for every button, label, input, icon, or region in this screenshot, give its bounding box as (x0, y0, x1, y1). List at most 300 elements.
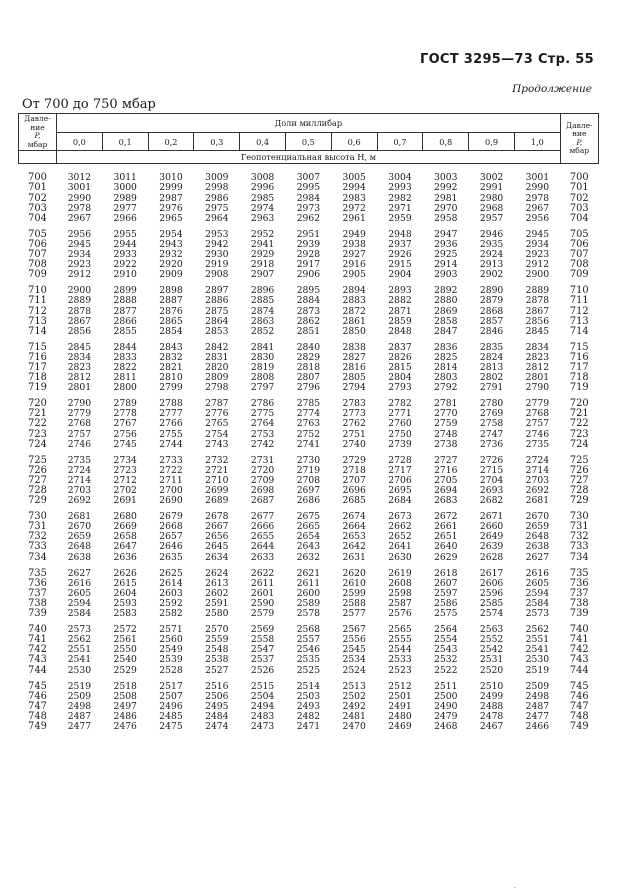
height-cell: 2923 (67, 259, 92, 271)
height-cell: 2886 (205, 295, 229, 307)
height-cell: 2474 (205, 720, 229, 732)
pressure-cell-right: 708 (569, 259, 589, 271)
height-cell: 2884 (296, 295, 321, 307)
pressure-cell: 734 (28, 551, 47, 563)
height-cell: 2944 (113, 238, 137, 250)
height-cell: 2730 (296, 454, 321, 466)
height-cell: 2476 (113, 720, 137, 732)
height-cell: 2847 (434, 325, 458, 337)
height-cell: 2471 (296, 720, 321, 732)
pressure-header-spacer (19, 151, 57, 164)
height-cell: 2709 (250, 474, 275, 486)
height-cell: 2814 (434, 361, 458, 373)
height-cell: 2652 (388, 531, 412, 543)
height-cell: 2616 (67, 577, 92, 589)
height-cell: 2492 (342, 700, 366, 712)
height-cell: 2509 (67, 690, 92, 702)
height-cell: 2846 (479, 325, 504, 337)
height-cell: 2475 (159, 720, 183, 732)
height-cell: 2923 (525, 249, 550, 261)
height-cell: 2573 (67, 624, 92, 636)
height-cell: 2912 (525, 259, 550, 271)
column-header: 0,6 (331, 132, 377, 151)
pressure-cell: 714 (28, 325, 47, 337)
height-cell: 2699 (205, 485, 229, 496)
height-cell: 2575 (434, 608, 458, 620)
height-cell: 2537 (250, 654, 275, 666)
geopotential-height-table (18, 113, 599, 732)
height-cell: 2710 (205, 474, 229, 486)
height-cell: 2601 (250, 587, 275, 599)
height-cell: 2896 (250, 285, 275, 297)
height-cell: 2916 (342, 259, 366, 271)
height-cell: 2680 (113, 511, 137, 523)
pressure-cell: 711 (28, 295, 47, 307)
pressure-cell-right: 746 (569, 690, 589, 702)
height-cell: 2783 (342, 398, 366, 410)
height-cell: 2556 (342, 634, 366, 646)
height-cell: 2939 (296, 238, 321, 250)
height-cell: 2584 (67, 608, 92, 620)
height-cell: 2765 (205, 418, 229, 430)
pressure-cell: 731 (28, 521, 47, 533)
height-cell: 2875 (205, 305, 229, 317)
height-cell: 2685 (342, 495, 366, 507)
pressure-cell-right: 704 (569, 212, 589, 224)
pressure-cell-right: 700 (569, 172, 589, 184)
height-cell: 2531 (479, 654, 504, 666)
height-cell: 2530 (67, 664, 92, 676)
height-cell: 2889 (67, 295, 92, 307)
height-cell: 2668 (159, 521, 183, 533)
height-cell: 2638 (67, 551, 92, 563)
height-cell: 2945 (525, 228, 550, 240)
height-cell: 2562 (67, 634, 92, 646)
table-row (19, 337, 599, 353)
height-cell: 2905 (342, 269, 366, 281)
pressure-cell: 730 (28, 511, 47, 523)
pressure-cell-right: 702 (569, 192, 589, 204)
height-cell: 2718 (342, 464, 366, 476)
pressure-cell-right: 712 (569, 305, 589, 317)
height-cell: 2746 (525, 428, 550, 440)
pressure-cell: 713 (28, 315, 47, 327)
height-cell: 2829 (296, 351, 321, 363)
height-cell: 2958 (434, 212, 458, 224)
height-cell: 2695 (388, 485, 412, 496)
height-cell: 2782 (388, 398, 412, 410)
height-cell: 2567 (342, 624, 366, 636)
height-cell: 3007 (296, 172, 321, 184)
height-cell: 2485 (159, 710, 183, 722)
height-cell: 2938 (342, 238, 366, 250)
height-cell: 2818 (296, 361, 321, 373)
height-cell: 2646 (159, 541, 183, 553)
height-cell: 2493 (296, 700, 321, 712)
height-cell: 2687 (250, 495, 275, 507)
height-cell: 2813 (479, 361, 504, 373)
height-cell: 2842 (205, 341, 229, 353)
height-cell: 2778 (113, 408, 137, 420)
height-cell: 2919 (205, 259, 229, 271)
height-cell: 2691 (113, 495, 137, 507)
height-cell: 2627 (67, 567, 92, 579)
height-cell: 2522 (434, 664, 458, 676)
height-cell: 2779 (67, 408, 92, 420)
height-cell: 2882 (388, 295, 412, 307)
height-cell: 2924 (479, 249, 504, 261)
height-cell: 2915 (388, 259, 412, 271)
height-cell: 2912 (67, 269, 92, 281)
height-cell: 2977 (113, 202, 137, 214)
height-cell: 2708 (296, 474, 321, 486)
height-cell: 2934 (67, 249, 92, 261)
height-cell: 2863 (250, 315, 275, 327)
table-row (19, 224, 599, 240)
column-header-row (19, 132, 599, 151)
pressure-cell-right: 726 (569, 464, 589, 476)
height-cell: 2543 (434, 644, 458, 656)
height-cell: 2731 (250, 454, 275, 466)
pressure-cell: 715 (28, 341, 47, 353)
height-cell: 2774 (296, 408, 321, 420)
height-cell: 2978 (525, 192, 550, 204)
height-cell: 2579 (250, 608, 275, 620)
height-cell: 2648 (67, 541, 92, 553)
height-cell: 2820 (205, 361, 229, 373)
height-cell: 2499 (479, 690, 504, 702)
height-cell: 2812 (525, 361, 550, 373)
height-cell: 2494 (250, 700, 275, 712)
height-cell: 2629 (434, 551, 458, 563)
pressure-cell: 746 (28, 690, 47, 702)
pressure-cell: 720 (28, 398, 47, 410)
height-cell: 2733 (159, 454, 183, 466)
height-cell: 2807 (296, 372, 321, 384)
height-cell: 2596 (479, 587, 504, 599)
height-cell: 2789 (113, 398, 137, 410)
height-cell: 2619 (388, 567, 412, 579)
height-cell: 2564 (434, 624, 458, 636)
height-cell: 2900 (67, 285, 92, 297)
height-cell: 2956 (525, 212, 550, 224)
height-cell: 2669 (113, 521, 137, 533)
height-cell: 2477 (525, 710, 550, 722)
height-cell: 2671 (479, 511, 504, 523)
height-cell: 2515 (250, 680, 275, 692)
height-cell: 2745 (113, 438, 137, 450)
height-cell: 2867 (67, 315, 92, 327)
height-cell: 2648 (525, 531, 550, 543)
height-cell: 2866 (113, 315, 137, 327)
height-cell: 2889 (525, 285, 550, 297)
height-cell: 2735 (525, 438, 550, 450)
height-cell: 2763 (296, 418, 321, 430)
height-cell: 2908 (205, 269, 229, 281)
height-cell: 2589 (296, 597, 321, 609)
height-cell: 2963 (250, 212, 275, 224)
height-cell: 2760 (388, 418, 412, 430)
height-cell: 2622 (250, 567, 275, 579)
geopotential-table-container (18, 113, 598, 732)
height-cell: 2808 (250, 372, 275, 384)
height-cell: 2649 (479, 531, 504, 543)
height-cell: 2994 (342, 182, 366, 194)
height-cell: 2482 (296, 710, 321, 722)
height-cell: 2953 (205, 228, 229, 240)
pressure-cell-right: 729 (569, 495, 589, 507)
height-cell: 2780 (479, 398, 504, 410)
pressure-cell-right: 743 (569, 654, 589, 666)
column-header: 0,7 (377, 132, 423, 151)
height-cell: 2545 (342, 644, 366, 656)
height-cell: 2574 (479, 608, 504, 620)
height-cell: 2877 (113, 305, 137, 317)
height-cell: 2726 (479, 454, 504, 466)
height-cell: 2592 (159, 597, 183, 609)
height-cell: 2859 (388, 315, 412, 327)
pressure-cell: 729 (28, 495, 47, 507)
pressure-cell: 739 (28, 608, 47, 620)
height-cell: 2641 (388, 541, 412, 553)
height-cell: 2533 (388, 654, 412, 666)
height-cell: 2597 (434, 587, 458, 599)
height-cell: 2542 (479, 644, 504, 656)
height-cell: 2815 (388, 361, 412, 373)
height-cell: 2722 (159, 464, 183, 476)
height-cell: 2500 (434, 690, 458, 702)
continuation-label: Продолжение (512, 83, 592, 95)
height-cell: 2941 (250, 238, 275, 250)
pressure-cell-right: 739 (569, 608, 589, 620)
height-cell: 2655 (250, 531, 275, 543)
height-cell: 2768 (525, 408, 550, 420)
height-cell: 2605 (67, 587, 92, 599)
height-cell: 2659 (67, 531, 92, 543)
height-cell: 2927 (342, 249, 366, 261)
height-cell: 2739 (388, 438, 412, 450)
height-cell: 2659 (525, 521, 550, 533)
height-cell: 2672 (434, 511, 458, 523)
height-cell: 2704 (479, 474, 504, 486)
pressure-cell: 733 (28, 541, 47, 553)
pressure-cell-right: 747 (569, 700, 589, 712)
height-cell: 2967 (67, 212, 92, 224)
height-cell: 2511 (434, 680, 458, 692)
height-cell: 2557 (296, 634, 321, 646)
height-cell: 2913 (479, 259, 504, 271)
height-cell: 2803 (434, 372, 458, 384)
height-cell: 2781 (434, 398, 458, 410)
height-cell: 2779 (525, 398, 550, 410)
height-cell: 2551 (67, 644, 92, 656)
pressure-cell: 717 (28, 361, 47, 373)
height-cell: 2827 (342, 351, 366, 363)
height-cell: 2746 (67, 438, 92, 450)
height-cell: 2632 (296, 551, 321, 563)
height-cell: 2608 (388, 577, 412, 589)
height-cell: 2514 (296, 680, 321, 692)
height-cell: 2541 (67, 654, 92, 666)
height-cell: 2999 (159, 182, 183, 194)
height-cell: 2885 (250, 295, 275, 307)
height-cell: 2498 (525, 690, 550, 702)
height-cell: 2874 (250, 305, 275, 317)
height-cell: 2976 (159, 202, 183, 214)
height-cell: 2752 (296, 428, 321, 440)
height-cell: 2689 (205, 495, 229, 507)
pressure-cell-right: 734 (569, 551, 589, 563)
height-cell: 2850 (342, 325, 366, 337)
height-cell: 2819 (250, 361, 275, 373)
height-cell: 2606 (479, 577, 504, 589)
height-cell: 2724 (525, 454, 550, 466)
height-cell: 3011 (113, 172, 137, 184)
document-header: ГОСТ 3295—73 Стр. 55 (419, 52, 594, 67)
height-cell: 2837 (388, 341, 412, 353)
height-cell: 2785 (296, 398, 321, 410)
pressure-cell: 738 (28, 597, 47, 609)
column-header: 0,2 (148, 132, 194, 151)
height-cell: 2583 (113, 608, 137, 620)
fractions-group-header: Доли миллибар (57, 114, 561, 133)
height-cell: 2873 (296, 305, 321, 317)
height-cell: 2736 (479, 438, 504, 450)
pressure-cell-right: 716 (569, 351, 589, 363)
height-cell: 2468 (434, 720, 458, 732)
height-cell: 2594 (67, 597, 92, 609)
pressure-cell: 721 (28, 408, 47, 420)
height-cell: 2821 (159, 361, 183, 373)
height-cell: 2631 (342, 551, 366, 563)
height-cell: 2949 (342, 228, 366, 240)
pressure-cell-right: 710 (569, 285, 589, 297)
pressure-cell: 748 (28, 710, 47, 722)
height-cell: 2639 (479, 541, 504, 553)
pressure-cell-right: 706 (569, 238, 589, 250)
height-cell: 2539 (159, 654, 183, 666)
height-cell: 2480 (388, 710, 412, 722)
height-cell: 2558 (250, 634, 275, 646)
pressure-cell-right: 725 (569, 454, 589, 466)
height-cell: 2973 (296, 202, 321, 214)
height-cell: 2790 (67, 398, 92, 410)
height-cell: 2830 (250, 351, 275, 363)
height-cell: 2751 (342, 428, 366, 440)
scan-mark: · (514, 885, 516, 892)
height-cell: 2549 (159, 644, 183, 656)
pressure-cell-right: 732 (569, 531, 589, 543)
pressure-cell: 724 (28, 438, 47, 450)
table-row (19, 666, 599, 676)
height-cell: 2714 (67, 474, 92, 486)
height-cell: 2788 (159, 398, 183, 410)
height-cell: 2990 (525, 182, 550, 194)
pressure-cell: 723 (28, 428, 47, 440)
height-cell: 2856 (67, 325, 92, 337)
height-cell: 2796 (296, 382, 321, 394)
height-cell: 2929 (250, 249, 275, 261)
height-cell: 2910 (113, 269, 137, 281)
height-cell: 2697 (296, 485, 321, 496)
height-cell: 2613 (205, 577, 229, 589)
height-cell: 2611 (296, 577, 321, 589)
height-cell: 2572 (113, 624, 137, 636)
height-cell: 2974 (250, 202, 275, 214)
height-cell: 2630 (388, 551, 412, 563)
height-cell: 2570 (205, 624, 229, 636)
height-cell: 2496 (159, 700, 183, 712)
column-header: 0,1 (102, 132, 148, 151)
height-cell: 2519 (525, 664, 550, 676)
pressure-cell: 705 (28, 228, 47, 240)
height-cell: 2723 (113, 464, 137, 476)
height-cell: 3010 (159, 172, 183, 184)
height-cell: 2479 (434, 710, 458, 722)
height-cell: 2719 (296, 464, 321, 476)
height-cell: 2764 (250, 418, 275, 430)
height-cell: 3001 (67, 182, 92, 194)
height-cell: 2992 (434, 182, 458, 194)
pressure-cell-right: 749 (569, 720, 589, 732)
height-cell: 2638 (525, 541, 550, 553)
height-cell: 2647 (113, 541, 137, 553)
height-cell: 2588 (342, 597, 366, 609)
table-row (19, 393, 599, 409)
pressure-cell: 704 (28, 212, 47, 224)
table-row (19, 214, 599, 224)
height-cell: 2634 (205, 551, 229, 563)
height-cell: 2836 (434, 341, 458, 353)
height-cell: 2895 (296, 285, 321, 297)
table-row (19, 164, 599, 184)
pressure-cell-right: 709 (569, 269, 589, 281)
height-cell: 2716 (434, 464, 458, 476)
height-cell: 2798 (205, 382, 229, 394)
height-cell: 2674 (342, 511, 366, 523)
range-title: От 700 до 750 мбар (22, 97, 156, 112)
height-cell: 2990 (67, 192, 92, 204)
height-cell: 2865 (159, 315, 183, 327)
height-cell: 2906 (296, 269, 321, 281)
height-cell: 2750 (388, 428, 412, 440)
height-cell: 2578 (296, 608, 321, 620)
pressure-cell-right: 727 (569, 474, 589, 486)
height-cell: 2840 (296, 341, 321, 353)
pressure-cell-right: 722 (569, 418, 589, 430)
height-cell: 2477 (67, 720, 92, 732)
height-cell: 2729 (342, 454, 366, 466)
height-cell: 2488 (479, 700, 504, 712)
height-cell: 2510 (479, 680, 504, 692)
height-cell: 2525 (296, 664, 321, 676)
height-cell: 2497 (113, 700, 137, 712)
height-cell: 2664 (342, 521, 366, 533)
height-cell: 2857 (479, 315, 504, 327)
pressure-header-right: Давле- ние P, мбар (560, 114, 598, 164)
height-cell: 2945 (67, 238, 92, 250)
height-cell: 2971 (388, 202, 412, 214)
height-cell: 2698 (250, 485, 275, 496)
height-cell: 2483 (250, 710, 275, 722)
height-cell: 2599 (342, 587, 366, 599)
height-subheader: Геопотенциальная высота H, м (57, 151, 561, 164)
height-cell: 2937 (388, 238, 412, 250)
height-cell: 2681 (67, 511, 92, 523)
height-cell: 2679 (159, 511, 183, 523)
height-cell: 2894 (342, 285, 366, 297)
pressure-header-left: Давле- ние P, мбар (19, 114, 57, 151)
